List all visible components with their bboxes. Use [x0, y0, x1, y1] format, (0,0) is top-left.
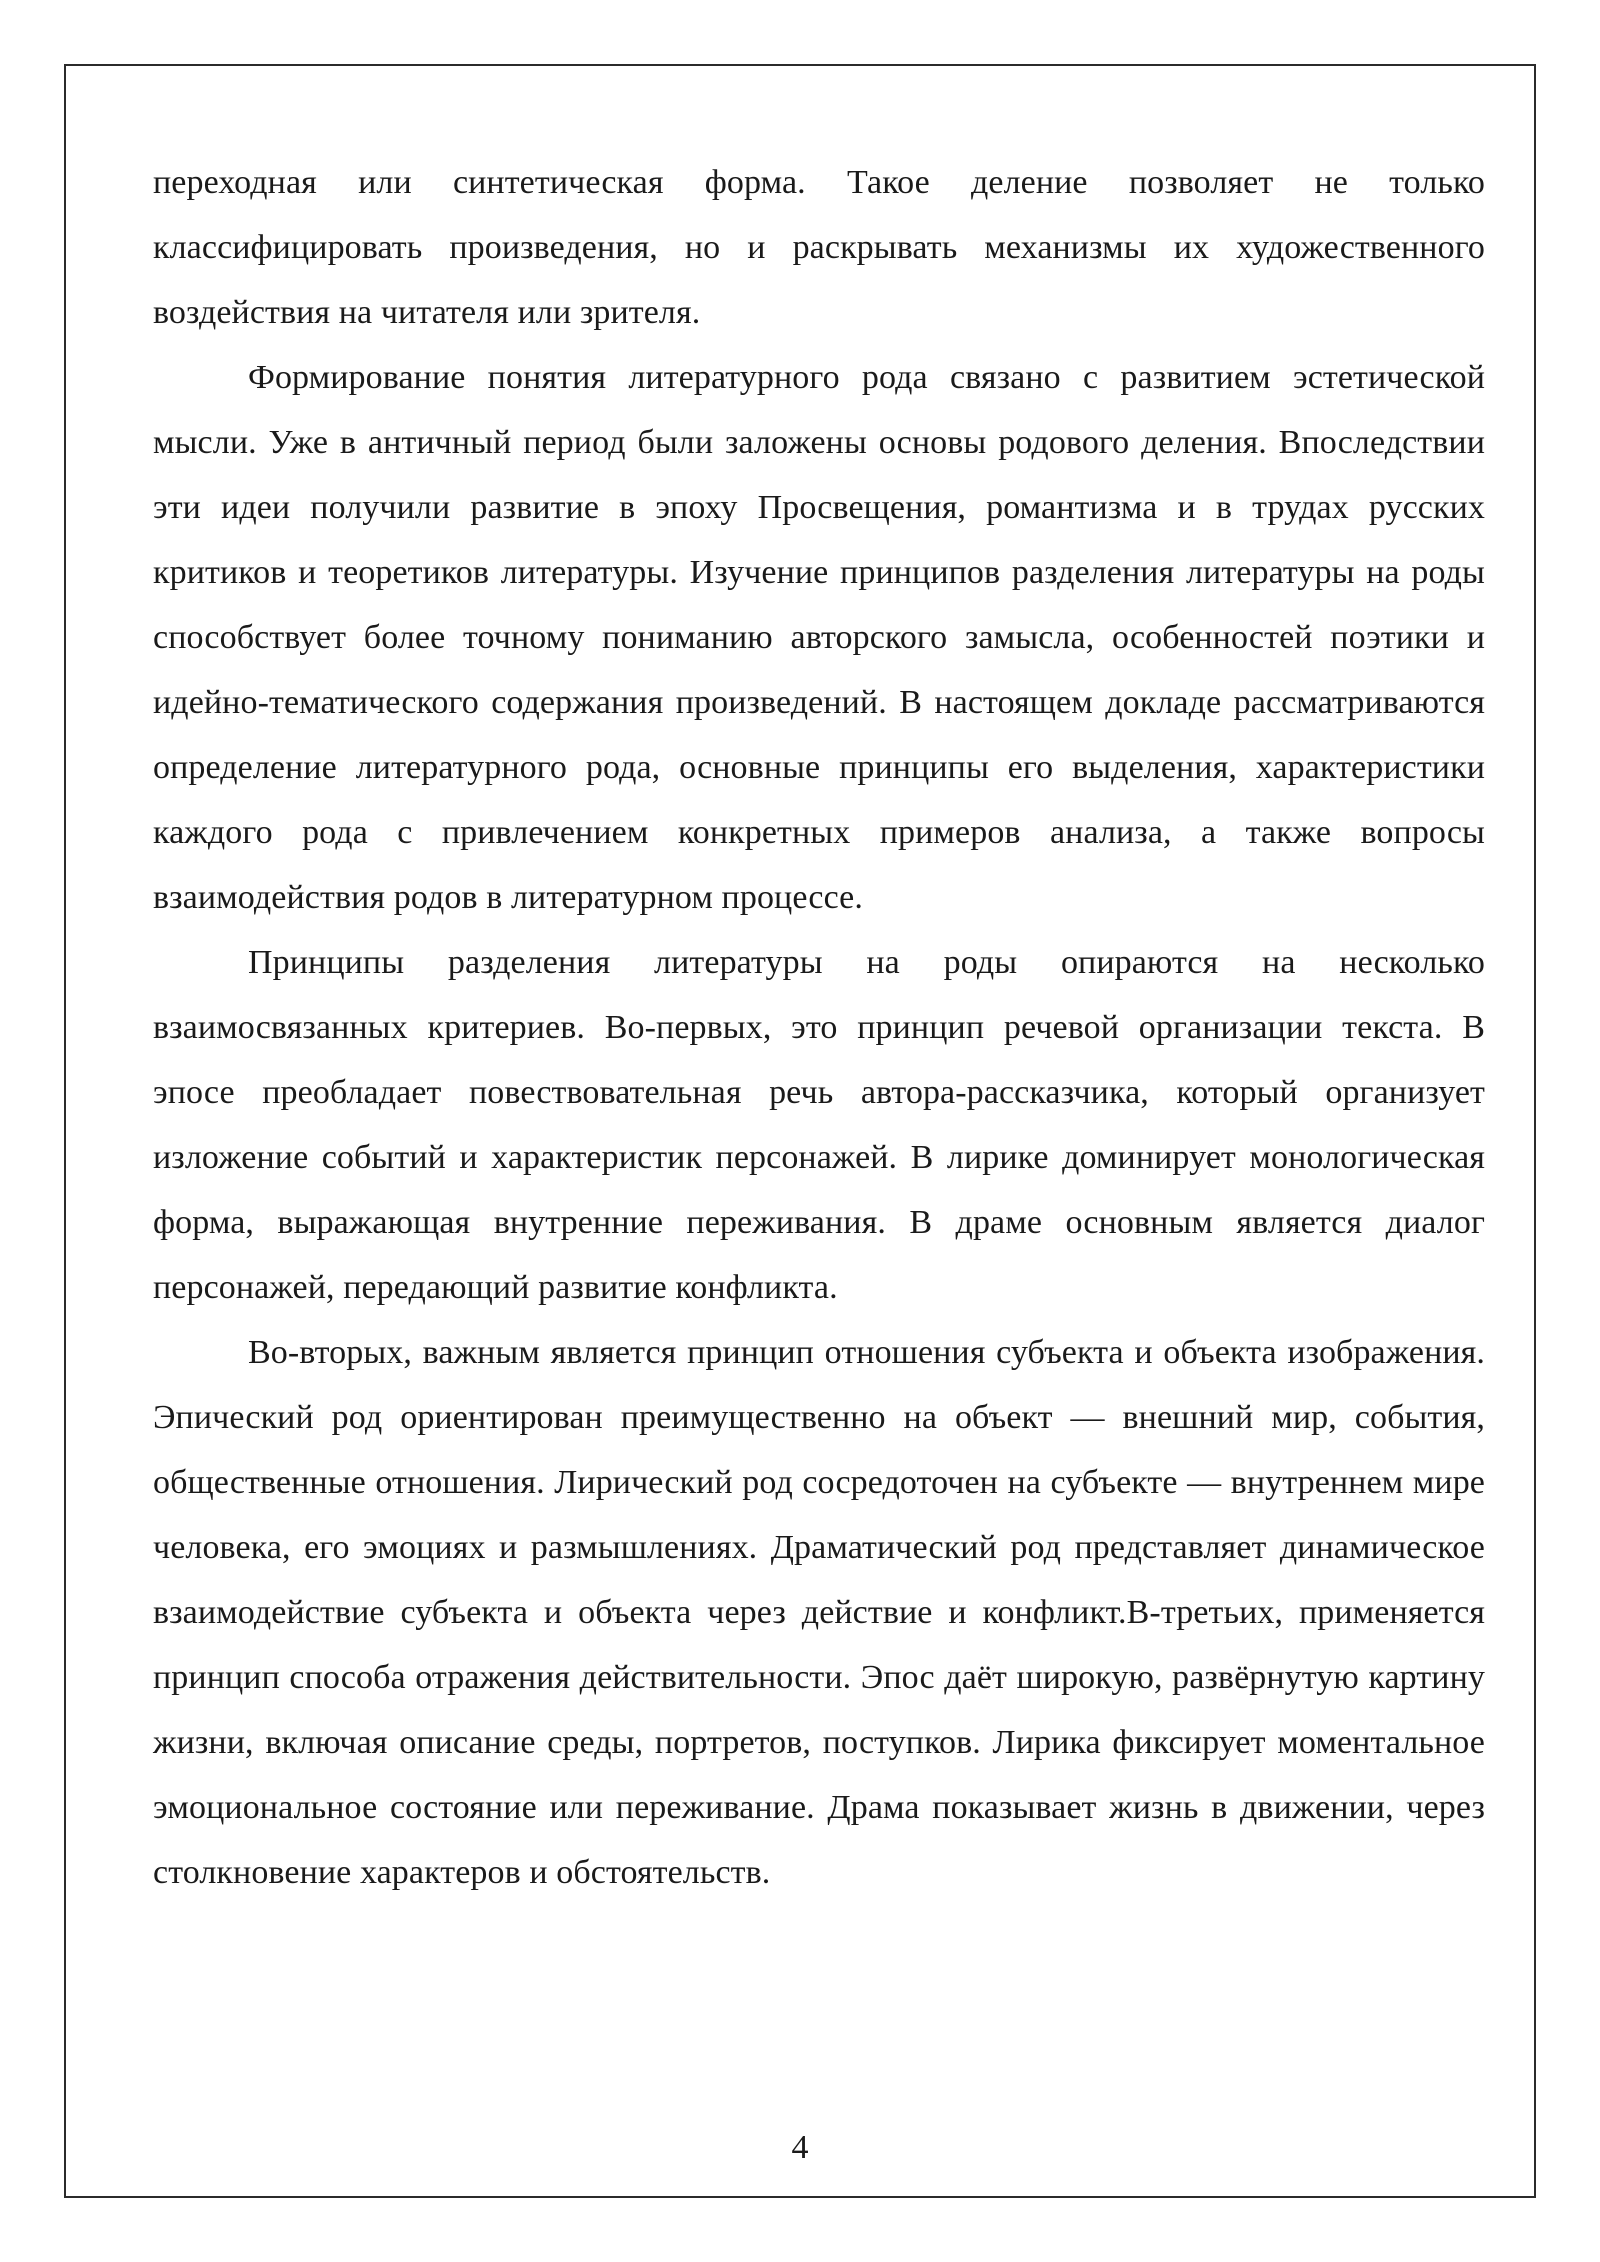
page-number: 4 — [791, 2129, 809, 2166]
paragraph-1: переходная или синтетическая форма. Такое деление позволяет не только классифицировать произведения, но и раскрывать механизмы их художественного воздействия на читателя или зрителя. — [153, 164, 1485, 331]
paragraph-2: Формирование понятия литературного рода связано с развитием эстетической мысли. Уже в античный период были заложены основы родового деления. Впоследствии эти идеи получили развитие в эпоху Просвещения, романтизма и в трудах русских критиков и теоретиков литературы. Изучение принципов разделения литературы на роды способствует более точному пониманию авторского замысла, особенностей поэтики и идейно-тематического содержания произведений. В настоящем докладе рассматриваются определение литературного рода, основные принципы его выделения, характеристики каждого рода с привлечением конкретных примеров анализа, а также вопросы взаимодействия родов в литературном процессе. — [153, 359, 1485, 916]
document-body — [153, 150, 1485, 1905]
paragraph-3: Принципы разделения литературы на роды опираются на несколько взаимосвязанных критериев. Во-первых, это принцип речевой организации текста. В эпосе преобладает повествовательная речь автора-рассказчика, который организует изложение событий и характеристик персонажей. В лирике доминирует монологическая форма, выражающая внутренние переживания. В драме основным является диалог персонажей, передающий развитие конфликта. — [153, 944, 1485, 1306]
paragraph-4: Во-вторых, важным является принцип отношения субъекта и объекта изображения. Эпический род ориентирован преимущественно на объект — внешний мир, события, общественные отношения. Лирический род сосредоточен на субъекте — внутреннем мире человека, его эмоциях и размышлениях. Драматический род представляет динамическое взаимодействие субъекта и объекта через действие и конфликт.В-третьих, применяется принцип способа отражения действительности. Эпос даёт широкую, развёрнутую картину жизни, включая описание среды, портретов, поступков. Лирика фиксирует моментальное эмоциональное состояние или переживание. Драма показывает жизнь в движении, через столкновение характеров и обстоятельств. — [153, 1334, 1485, 1891]
